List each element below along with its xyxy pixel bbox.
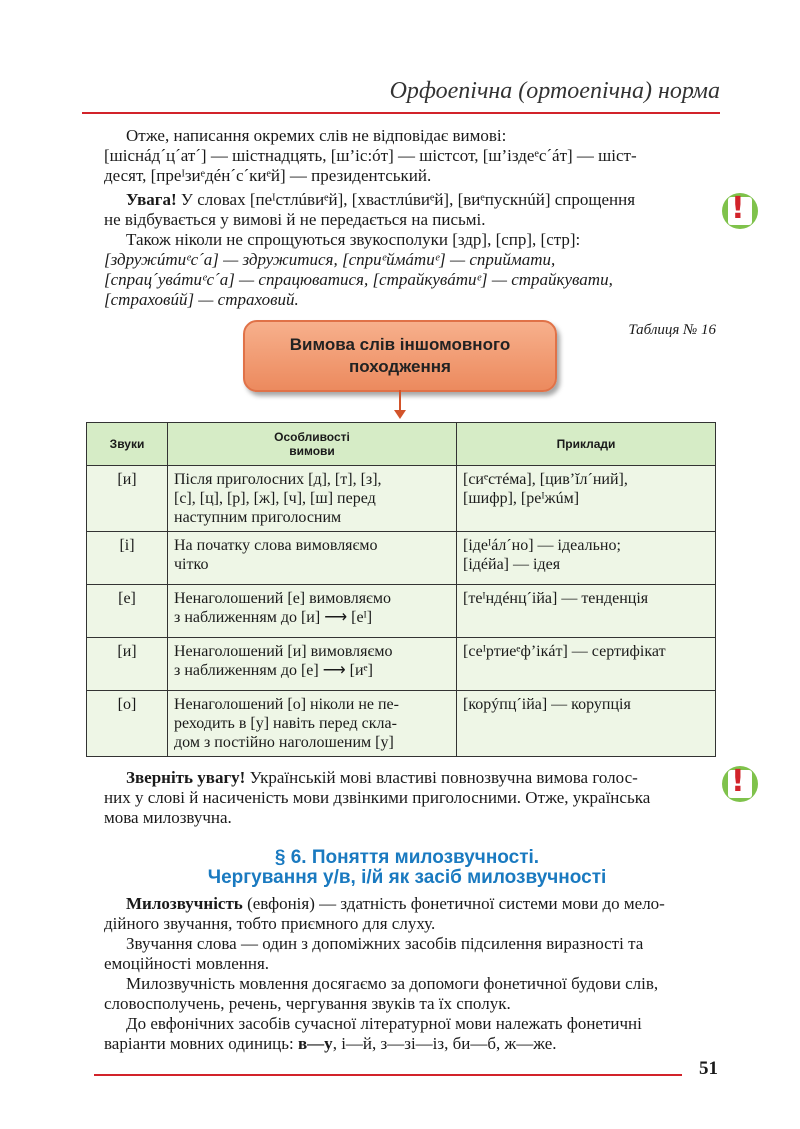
warning-icon: ! bbox=[722, 766, 758, 802]
table-row: [і] На початку слова вимовляємо чітко [ідеᴵáл´но] — ідеально; [ідéйа] — ідея bbox=[87, 532, 716, 585]
page-number: 51 bbox=[699, 1058, 718, 1079]
table-row: [и] Ненаголошений [и] вимовляємо з наближенням до [е] ⟶ [иᵉ] [сеᴵртиеᵉф’ікáт] — сертифікат bbox=[87, 638, 716, 691]
table-row: [о] Ненаголошений [о] ніколи не пе- реходить в [у] навіть перед скла- дом з постійно наголошеним [у] [корýпц´ійа] — корупція bbox=[87, 691, 716, 757]
header-divider bbox=[82, 112, 720, 114]
table-number: Таблиця № 16 bbox=[628, 322, 716, 338]
footer-divider bbox=[94, 1074, 682, 1076]
attention-label: Увага! bbox=[126, 190, 177, 209]
attention-text: Також ніколи не спрощуються звукосполуки [здр], [спр], [стр]: bbox=[126, 230, 581, 249]
intro-line: [шіснáд´ц´ат´] — шістнадцять, [ш’іс:óт] — шістсот, [ш’іздеᵉс´áт] — шіст- bbox=[104, 146, 637, 165]
table-row: [и] Після приголосних [д], [т], [з], [с], [ц], [р], [ж], [ч], [ш] перед наступним приголосним [сиᵉстéма], [цив’ǐл´ний], [шифр], [реᴵжúм] bbox=[87, 466, 716, 532]
attention-example: [спрац´увáтиᵉс´а] — спрацюватися, [страйкувáтиᵉ] — страйкувати, bbox=[104, 270, 613, 289]
intro-paragraph bbox=[104, 126, 718, 186]
table-title-callout bbox=[243, 320, 557, 392]
intro-line: Отже, написання окремих слів не відповідає вимові: bbox=[126, 126, 507, 145]
warning-icon: ! bbox=[722, 193, 758, 229]
callout-line: походження bbox=[349, 357, 451, 376]
header-examples: Приклади bbox=[457, 423, 716, 466]
callout-arrow bbox=[399, 390, 401, 412]
attention-example: [страховúй] — страховий. bbox=[104, 290, 299, 309]
callout-arrow-head bbox=[394, 410, 406, 419]
attention2-label: Зверніть увагу! bbox=[126, 768, 246, 787]
attention2-paragraph: Зверніть увагу! Українській мові властиві повнозвучна вимова голос- них у слові й насиченість мови дзвінкими приголосними. Отже, українська мова милозвучна. bbox=[104, 768, 651, 827]
attention-text: не відбувається у вимові й не передається на письмі. bbox=[104, 210, 486, 229]
section-title-line2: Чергування у/в, і/й як засіб милозвучності bbox=[207, 867, 607, 888]
term-euphony: Милозвучність bbox=[126, 894, 243, 913]
attention-example: [здружúтиᵉс´а] — здружитися, [сприᵉймáтиᵉ] — сприймати, bbox=[104, 250, 556, 269]
intro-line: десят, [преᴵзиᵉдéн´с´киᵉй] — президентський. bbox=[104, 166, 432, 185]
page-header-title: Орфоепічна (ортоепічна) норма bbox=[389, 78, 720, 104]
table-row: [е] Ненаголошений [е] вимовляємо з наближенням до [и] ⟶ [еᴵ] [теᴵндéнц´ійа] — тенденція bbox=[87, 585, 716, 638]
pronunciation-table bbox=[86, 422, 716, 757]
body-text: Милозвучність (евфонія) — здатність фонетичної системи мови до мело- дійного звучання, тобто приємного для слуху. Звучання слова — один з допоміжних засобів підсилення виразності та емоційності мовлення. Милозвучність мовлення досягаємо за допомоги фонетичної будови слів, словосполучень, речень, чергування звуків та їх сполук. До евфонічних засобів сучасної літературної мови належать фонетичні варіанти мовних одиниць: в—у, і—й, з—зі—із, би—б, ж—же. bbox=[104, 894, 665, 1053]
callout-line: Вимова слів іншомовного bbox=[289, 335, 511, 354]
section-title-line1: § 6. Поняття милозвучності. bbox=[274, 847, 540, 868]
header-sounds: Звуки bbox=[87, 423, 168, 466]
header-features: Особливості вимови bbox=[168, 423, 457, 466]
attention-text: У словах [пеᴵстлúвиᵉй], [хвастлúвиᵉй], [виᵉпускнúй] спрощення bbox=[176, 190, 636, 209]
attention-paragraph bbox=[104, 190, 718, 310]
